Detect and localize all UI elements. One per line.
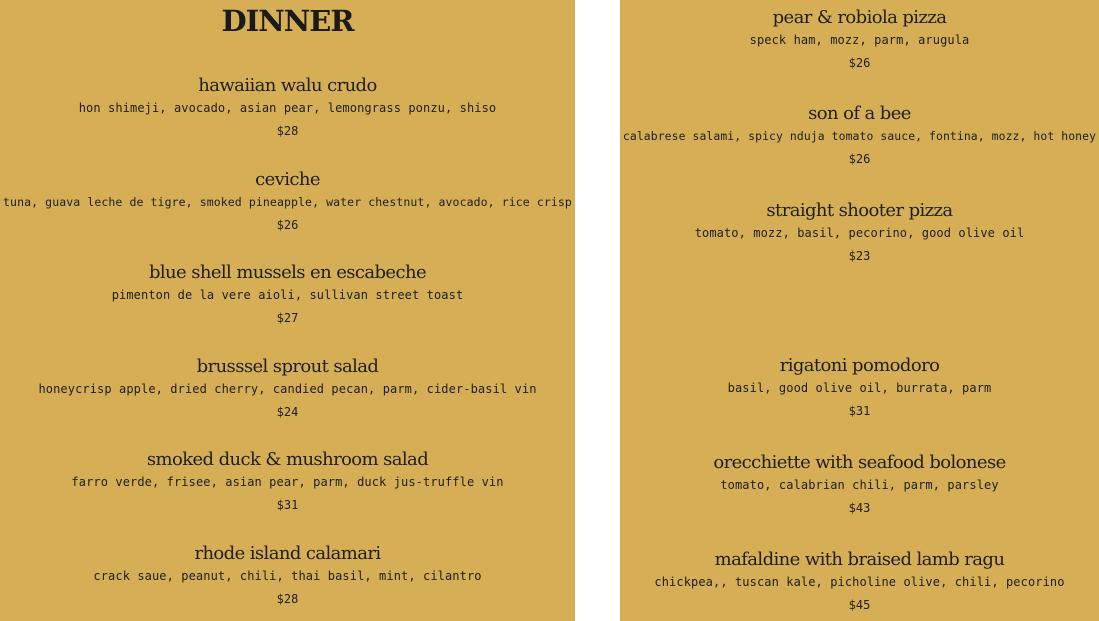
item-price: $24: [276, 405, 299, 419]
item-price: $26: [276, 218, 299, 232]
menu-panel-right: [620, 0, 1099, 621]
menu-title: DINNER: [221, 4, 354, 38]
menu-item: [620, 355, 1099, 419]
item-price: $26: [848, 56, 871, 70]
item-name: rhode island calamari: [194, 543, 381, 564]
item-description: tomato, mozz, basil, pecorino, good olive oil: [694, 226, 1025, 240]
item-price: $26: [848, 152, 871, 166]
item-description: tuna, guava leche de tigre, smoked pineapple, water chestnut, avocado, rice crisp: [3, 195, 572, 209]
item-name: pear & robiola pizza: [772, 7, 947, 28]
item-name: straight shooter pizza: [766, 200, 953, 221]
item-price: $28: [276, 592, 299, 606]
item-price: $27: [276, 311, 299, 325]
menu-item: [0, 262, 575, 326]
item-description: pimenton de la vere aioli, sullivan street toast: [111, 288, 464, 302]
item-price: $31: [848, 404, 871, 418]
item-name: mafaldine with braised lamb ragu: [714, 549, 1005, 570]
menu-item: [620, 7, 1099, 71]
menu-item: [620, 452, 1099, 516]
menu-item: [620, 549, 1099, 613]
item-description: speck ham, mozz, parm, arugula: [749, 33, 970, 47]
item-price: $28: [276, 124, 299, 138]
menu-item: [620, 200, 1099, 264]
item-description: chickpea,, tuscan kale, picholine olive, chili, pecorino: [654, 575, 1065, 589]
item-price: $31: [276, 498, 299, 512]
item-name: blue shell mussels en escabeche: [148, 262, 427, 283]
item-description: calabrese salami, spicy nduja tomato sauce, fontina, mozz, hot honey: [622, 129, 1097, 143]
item-price: $45: [848, 598, 871, 612]
menu-item: [0, 169, 575, 233]
item-price: $23: [848, 249, 871, 263]
menu-item: [620, 103, 1099, 167]
menu-item: [0, 449, 575, 513]
item-description: honeycrisp apple, dried cherry, candied pecan, parm, cider-basil vin: [38, 382, 537, 396]
item-name: ceviche: [255, 169, 320, 190]
item-name: brusssel sprout salad: [196, 356, 379, 377]
item-name: orecchiette with seafood bolonese: [713, 452, 1006, 473]
item-description: basil, good olive oil, burrata, parm: [727, 381, 992, 395]
item-name: son of a bee: [808, 103, 911, 124]
item-name: rigatoni pomodoro: [779, 355, 940, 376]
item-name: hawaiian walu crudo: [198, 75, 377, 96]
item-description: farro verde, frisee, asian pear, parm, duck jus-truffle vin: [71, 475, 504, 489]
menu-item: [0, 75, 575, 139]
item-name: smoked duck & mushroom salad: [146, 449, 429, 470]
menu-item: [0, 543, 575, 607]
menu-item: [0, 356, 575, 420]
item-description: tomato, calabrian chili, parm, parsley: [720, 478, 999, 492]
item-description: crack saue, peanut, chili, thai basil, mint, cilantro: [93, 569, 482, 583]
item-price: $43: [848, 501, 871, 515]
item-description: hon shimeji, avocado, asian pear, lemongrass ponzu, shiso: [78, 101, 497, 115]
